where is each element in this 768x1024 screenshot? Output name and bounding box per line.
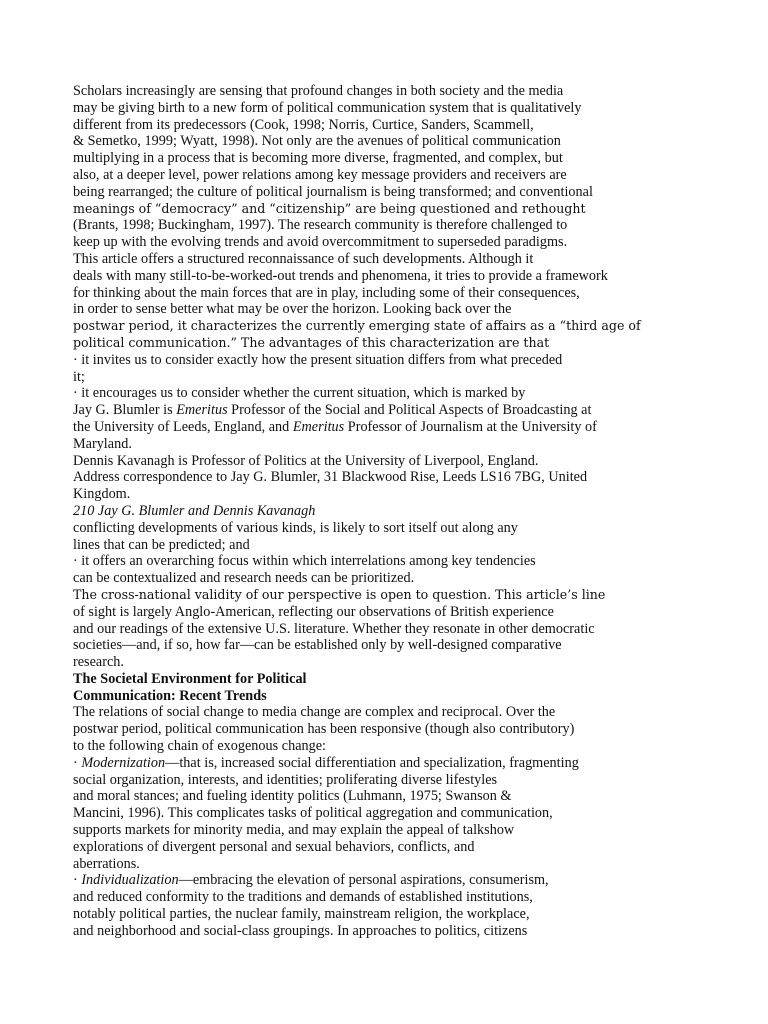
text-line — [73, 654, 713, 671]
text-line — [73, 486, 713, 503]
text-line — [73, 570, 713, 587]
line-text: societies—and, if so, how far—can be established only by well-designed comparative — [73, 637, 562, 654]
line-text: deals with many still-to-be-worked-out trends and phenomena, it tries to provide a framework — [73, 267, 608, 284]
line-text: The Societal Environment for Political — [73, 670, 307, 687]
text-line — [73, 788, 713, 805]
text-line — [73, 637, 713, 654]
text-line — [73, 604, 713, 621]
italic-term: Modernization — [81, 754, 166, 771]
text-line — [73, 419, 713, 436]
line-text: Communication: Recent Trends — [73, 687, 267, 704]
line-text: and neighborhood and social-class groupings. In approaches to politics, citizens — [73, 922, 528, 939]
line-text: may be giving birth to a new form of political communication system that is qualitatively — [73, 99, 582, 116]
text-line — [73, 83, 713, 100]
line-text: explorations of divergent personal and sexual behaviors, conflicts, and — [73, 838, 475, 855]
line-text: Dennis Kavanagh is Professor of Politics at the University of Liverpool, England. — [73, 452, 539, 469]
line-text: in order to sense better what may be over the horizon. Looking back over the — [73, 301, 512, 318]
line-text: conflicting developments of various kinds, is likely to sort itself out along any — [73, 519, 518, 536]
line-text: aberrations. — [73, 855, 140, 872]
section-heading-line — [73, 671, 713, 688]
text-line — [73, 150, 713, 167]
line-text-continued: —embracing the elevation of personal aspirations, consumerism, — [178, 872, 549, 889]
line-text: Scholars increasingly are sensing that profound changes in both society and the media — [73, 83, 564, 99]
line-text-continued: Professor of the Social and Political Aspects of Broadcasting at — [227, 402, 592, 419]
text-line — [73, 352, 713, 369]
line-text: & Semetko, 1999; Wyatt, 1998). Not only are the avenues of political communication — [73, 133, 561, 150]
line-text: social organization, interests, and identities; proliferating diverse lifestyles — [73, 771, 498, 788]
line-text: · — [73, 754, 82, 771]
line-text: lines that can be predicted; and — [73, 536, 250, 553]
text-line — [73, 369, 713, 386]
text-line — [73, 167, 713, 184]
text-line — [73, 436, 713, 453]
text-line — [73, 553, 713, 570]
line-text: to the following chain of exogenous change: — [73, 738, 327, 755]
text-line — [73, 184, 713, 201]
text-line — [73, 805, 713, 822]
text-line — [73, 217, 713, 234]
line-text: can be contextualized and research needs can be prioritized. — [73, 570, 415, 587]
line-text: (Brants, 1998; Buckingham, 1997). The research community is therefore challenged to — [73, 217, 568, 234]
line-text: · it offers an overarching focus within which interrelations among key tendencies — [73, 553, 536, 570]
line-text: it; — [73, 368, 85, 385]
line-text: 210 Jay G. Blumler and Dennis Kavanagh — [73, 502, 316, 519]
text-line — [73, 251, 713, 268]
text-line — [73, 453, 713, 470]
line-text: research. — [73, 654, 124, 671]
line-text: Jay G. Blumler is — [73, 402, 177, 419]
line-text-continued: —that is, increased social differentiation and specialization, fragmenting — [165, 754, 579, 771]
line-text: · — [73, 872, 82, 889]
line-text: and moral stances; and fueling identity politics (Luhmann, 1975; Swanson & — [73, 788, 512, 805]
text-line — [73, 469, 713, 486]
line-text: Kingdom. — [73, 486, 131, 503]
text-line — [73, 133, 713, 150]
line-text: This article offers a structured reconnaissance of such developments. Although it — [73, 250, 534, 267]
line-text: the University of Leeds, England, and — [73, 418, 293, 435]
text-line — [73, 100, 713, 117]
text-line — [73, 872, 713, 889]
line-text: · it encourages us to consider whether the current situation, which is marked by — [73, 385, 526, 402]
line-text: also, at a deeper level, power relations among key message providers and receivers are — [73, 166, 567, 183]
line-text: Maryland. — [73, 435, 132, 452]
text-line — [73, 738, 713, 755]
line-text: different from its predecessors (Cook, 1998; Norris, Curtice, Sanders, Scammell, — [73, 116, 534, 133]
document-page — [73, 83, 713, 940]
line-text: keep up with the evolving trends and avoid overcommitment to superseded paradigms. — [73, 234, 568, 251]
line-text: multiplying in a process that is becoming more diverse, fragmented, and complex, but — [73, 150, 563, 167]
text-line — [73, 268, 713, 285]
line-text: of sight is largely Anglo-American, reflecting our observations of British experience — [73, 603, 554, 620]
line-text: meanings of “democracy” and “citizenship” are being questioned and rethought — [73, 200, 586, 216]
text-line — [73, 201, 713, 218]
line-text: and reduced conformity to the traditions and demands of established institutions, — [73, 889, 533, 906]
line-text: being rearranged; the culture of political journalism is being transformed; and conventional — [73, 183, 593, 200]
text-line — [73, 520, 713, 537]
text-line — [73, 335, 713, 352]
line-text: for thinking about the main forces that are in play, including some of their consequences, — [73, 284, 580, 301]
text-line — [73, 755, 713, 772]
text-line — [73, 839, 713, 856]
line-text: The cross-national validity of our perspective is open to question. This article’s line — [73, 586, 606, 602]
text-line — [73, 856, 713, 873]
line-text: Address correspondence to Jay G. Blumler, 31 Blackwood Rise, Leeds LS16 7BG, United — [73, 469, 588, 486]
text-line — [73, 721, 713, 738]
italic-term: Emeritus — [292, 418, 345, 435]
line-text: supports markets for minority media, and may explain the appeal of talkshow — [73, 822, 515, 839]
line-text: Mancini, 1996). This complicates tasks of political aggregation and communication, — [73, 805, 553, 822]
text-line — [73, 285, 713, 302]
text-line — [73, 117, 713, 134]
line-text-continued: Professor of Journalism at the University of — [344, 418, 597, 435]
text-line — [73, 704, 713, 721]
text-line — [73, 587, 713, 604]
line-text: postwar period, political communication has been responsive (though also contributory) — [73, 721, 575, 738]
line-text: and our readings of the extensive U.S. literature. Whether they resonate in other democratic — [73, 620, 595, 637]
text-line — [73, 889, 713, 906]
italic-term: Individualization — [81, 872, 179, 889]
line-text: postwar period, it characterizes the currently emerging state of affairs as a “third age of — [73, 318, 641, 334]
text-line — [73, 402, 713, 419]
text-line — [73, 234, 713, 251]
line-text: political communication.” The advantages of this characterization are that — [73, 334, 550, 350]
line-text: notably political parties, the nuclear family, mainstream religion, the workplace, — [73, 906, 530, 923]
italic-term: Emeritus — [176, 402, 228, 419]
text-line — [73, 385, 713, 402]
line-text: · it invites us to consider exactly how the present situation differs from what preceded — [73, 351, 563, 368]
running-header — [73, 503, 713, 520]
text-line — [73, 822, 713, 839]
text-line — [73, 537, 713, 554]
text-line — [73, 906, 713, 923]
text-line — [73, 318, 713, 335]
line-text: The relations of social change to media change are complex and reciprocal. Over the — [73, 704, 556, 721]
text-line — [73, 621, 713, 638]
text-line — [73, 301, 713, 318]
section-heading-line — [73, 688, 713, 705]
text-line — [73, 923, 713, 940]
text-line — [73, 772, 713, 789]
